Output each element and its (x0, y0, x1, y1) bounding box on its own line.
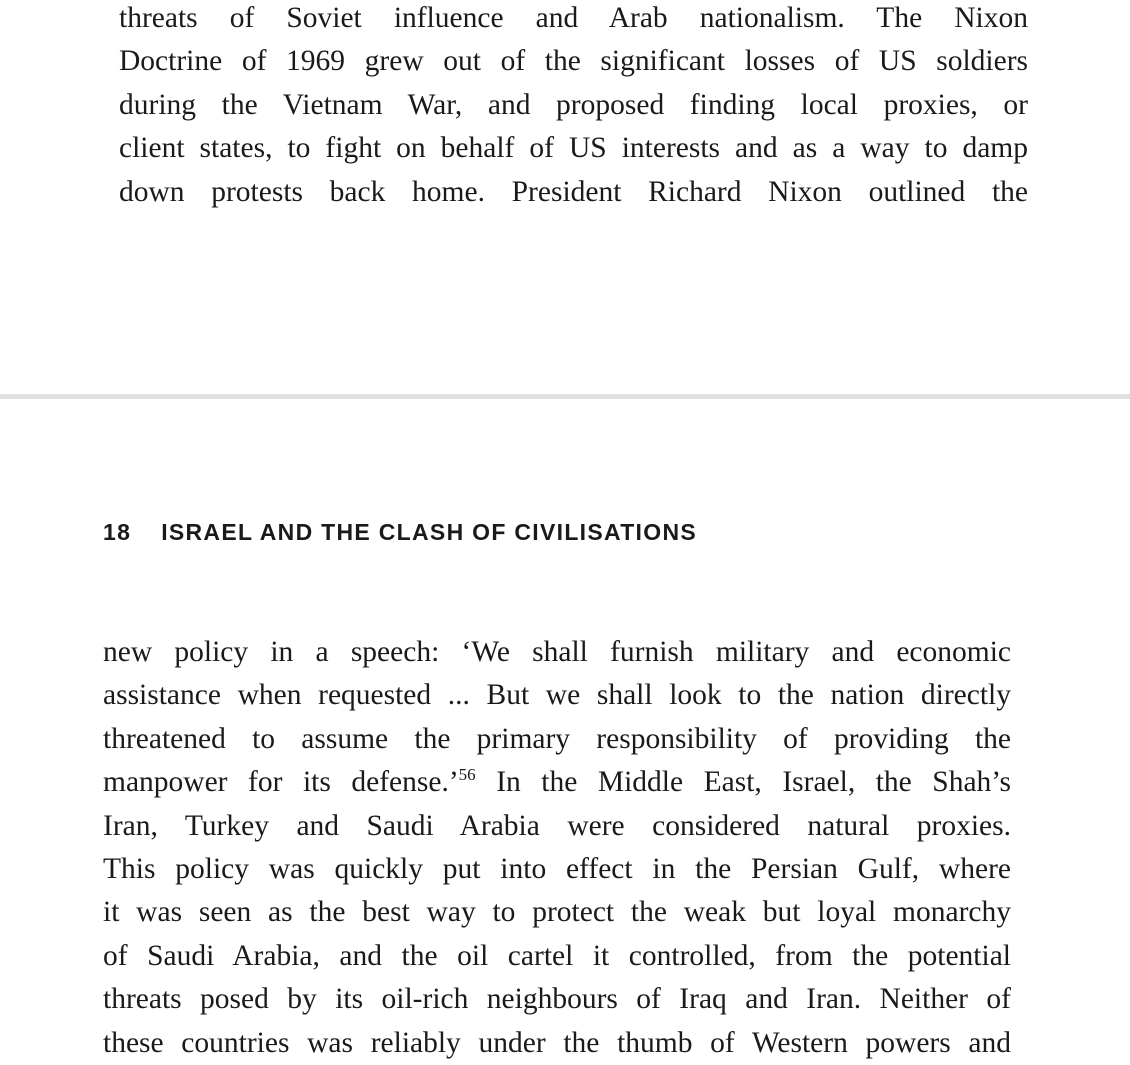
text-line: client states, to fight on behalf of US interests and as a way to damp (119, 132, 1028, 165)
text-segment: manpower for its defense.’ (103, 766, 459, 799)
text-line: Doctrine of 1969 grew out of the significant losses of US soldiers (119, 45, 1028, 78)
text-line: down protests back home. President Richard Nixon outlined the (119, 175, 1028, 208)
book-title: ISRAEL AND THE CLASH OF CIVILISATIONS (161, 519, 697, 545)
page-body-text (103, 631, 1011, 1065)
footnote-reference[interactable]: 56 (458, 765, 476, 785)
text-line: during the Vietnam War, and proposed finding local proxies, or (119, 88, 1028, 121)
text-line: new policy in a speech: ‘We shall furnish military and economic (103, 636, 1011, 668)
text-segment: In the Middle East, Israel, the Shah’s (475, 766, 1011, 799)
text-line: assistance when requested ... But we shall look to the nation directly (103, 679, 1011, 712)
previous-page-text (119, 0, 1028, 214)
text-line: it was seen as the best way to protect the weak but loyal monarchy (103, 896, 1011, 929)
text-line: of Saudi Arabia, and the oil cartel it controlled, from the potential (103, 939, 1011, 972)
running-header (103, 519, 697, 546)
text-line: these countries was reliably under the thumb of Western powers and (103, 1026, 1011, 1059)
text-line: threatened to assume the primary responsibility of providing the (103, 722, 1011, 755)
text-line (103, 761, 1011, 804)
text-line: threats of Soviet influence and Arab nationalism. The Nixon (119, 2, 1028, 34)
page-divider (0, 394, 1130, 399)
text-line: threats posed by its oil-rich neighbours of Iraq and Iran. Neither of (103, 983, 1011, 1016)
text-line: Iran, Turkey and Saudi Arabia were considered natural proxies. (103, 809, 1011, 842)
page-number: 18 (103, 519, 132, 545)
text-line: This policy was quickly put into effect in the Persian Gulf, where (103, 852, 1011, 885)
